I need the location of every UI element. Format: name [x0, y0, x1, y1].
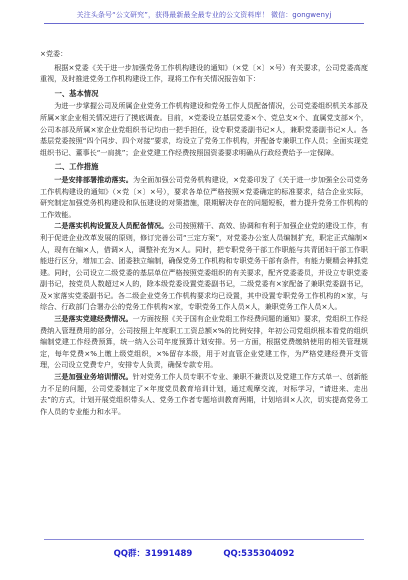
- measure-paragraph-3: [40, 313, 368, 371]
- contact-footer: [0, 547, 408, 559]
- measure-lead-4: 三是加强业务培训情况。: [54, 372, 133, 382]
- intro-paragraph: 根据×党委《关于进一步加强党务工作机构建设的通知》（×党〔×〕×号）有关要求，公司党委高度重视，及时推进党务工作机构建设工作，现将工作有关情况报告如下：: [40, 62, 368, 84]
- measure-lead-2: 二是落实机构设置及人员配备情况。: [54, 221, 169, 231]
- measure-lead-1: 一是安排部署推动落实。: [54, 174, 133, 184]
- measure-paragraph-1: [40, 174, 368, 220]
- measure-paragraph-4: [40, 371, 368, 417]
- section-heading-measures: 二、工作措施: [54, 162, 99, 172]
- qq-number: QQ:535304092: [223, 549, 295, 559]
- measure-body-2: 公司按照精干、高效、协调和有利于加强企业党的建设工作，有利于促进企业改革发展的原则，修订完善公司“三定方案”，对党委办公室人员编制扩充，职定正式编制×人，现有在编×人，借调×人，调整补充为×人。同时，把专职党务干部工作职能与共青团妇干部工作职能进行区分，增加工会、团委独立编制，确保党务工作机构和专职党务干部有条件，有能力聚精会神抓党建。同时，公司设立二级党委的基层单位严格按照党委组织的有关要求，配齐党委委员，并设立专职党委副书记，按党员人数超过×人的，除本级党委设置党委副书记，二级党委有×家配备了兼职党委副书记，及×家落实党委副书记。各二级企业党务工作机构要求均已设置，其中设置专职党务工作机构的×家，与综合、行政部门合署办公的党务工作机构×家，专职党务工作人员×人，兼职党务工作人员×人。: [40, 221, 369, 312]
- measure-lead-3: 三是落实党建经费情况。: [54, 314, 133, 324]
- measure-body-3: 一方面按照《关于国有企业党组工作经费问题的通知》要求，党组织工作经费纳入管理费用的部分，公司按照上年度职工工资总额×%的比例安排，年初公司党组织根本看党的组织编制党建工作经费预算，统一纳入公司年度预算计划安排。另一方面，根据党费缴纳使用的相关管理规定，每年党费×%上缴上级党组织，×%留存本级，用于对直管企业党建工作，为严格党建经费开支管理，公司设立党费专户，安排专人负责，确保专款专用。: [40, 314, 369, 370]
- measure-body-4: 针对党务工作人员专职不专业、兼职不兼责以及党建工作方式单一、创新能力不足的问题，公司党委制定了×年度党员教育培训计划，通过观摩交流，对标学习，“请进来、走出去”的方式，计划开展党组织带头人、党务工作者专题培训教育两期，计划培训×人次，切实提高党务工作人员的专业能力和水平。: [40, 372, 369, 416]
- footer-divider: [44, 539, 364, 540]
- qq-group: QQ群：31991489: [113, 549, 193, 559]
- basic-situation-paragraph: 为进一步掌握公司及所属企业党务工作机构建设和党务工作人员配备情况，公司党委组织机关本部及所属×家企业相关情况进行了摸底调查。目前，×党委设立基层党委×个、党总支×个、直属党支部×个，公司本部及所属×家企业党组织书记均由一把手担任，设专职党委副书记×人，兼职党委副书记×人。各基层党委按照“四个同步、四个对接”要求，均设立了党务工作机构，并配备专兼职工作人员；全面实现党组织书记、董事长“一肩挑”；企业党建工作经费按照国资委要求明确从行政经费给予一定保障。: [40, 101, 368, 157]
- document-body: [40, 48, 368, 417]
- measure-body-1: 为全面加强公司党务机构建设，×党委印发了《关于进一步加强全公司党务工作机构建设的通知》（×党〔×〕×号），要求各单位严格按照×党委确定的标准要求，结合企业实际，研究制定加强党务机构建设和队伍建设的对策措施，限期解决存在的问题短板，着力提升党务工作机构的工作效能。: [40, 174, 368, 219]
- promo-banner: 关注头条号“公文研究”，获得最新最全最专业的公文资料库！ 微信：gongwenyj: [44, 10, 364, 24]
- salutation: ×党委：: [40, 49, 68, 58]
- measure-paragraph-2: [40, 220, 368, 313]
- section-heading-basic: 一、基本情况: [54, 88, 99, 98]
